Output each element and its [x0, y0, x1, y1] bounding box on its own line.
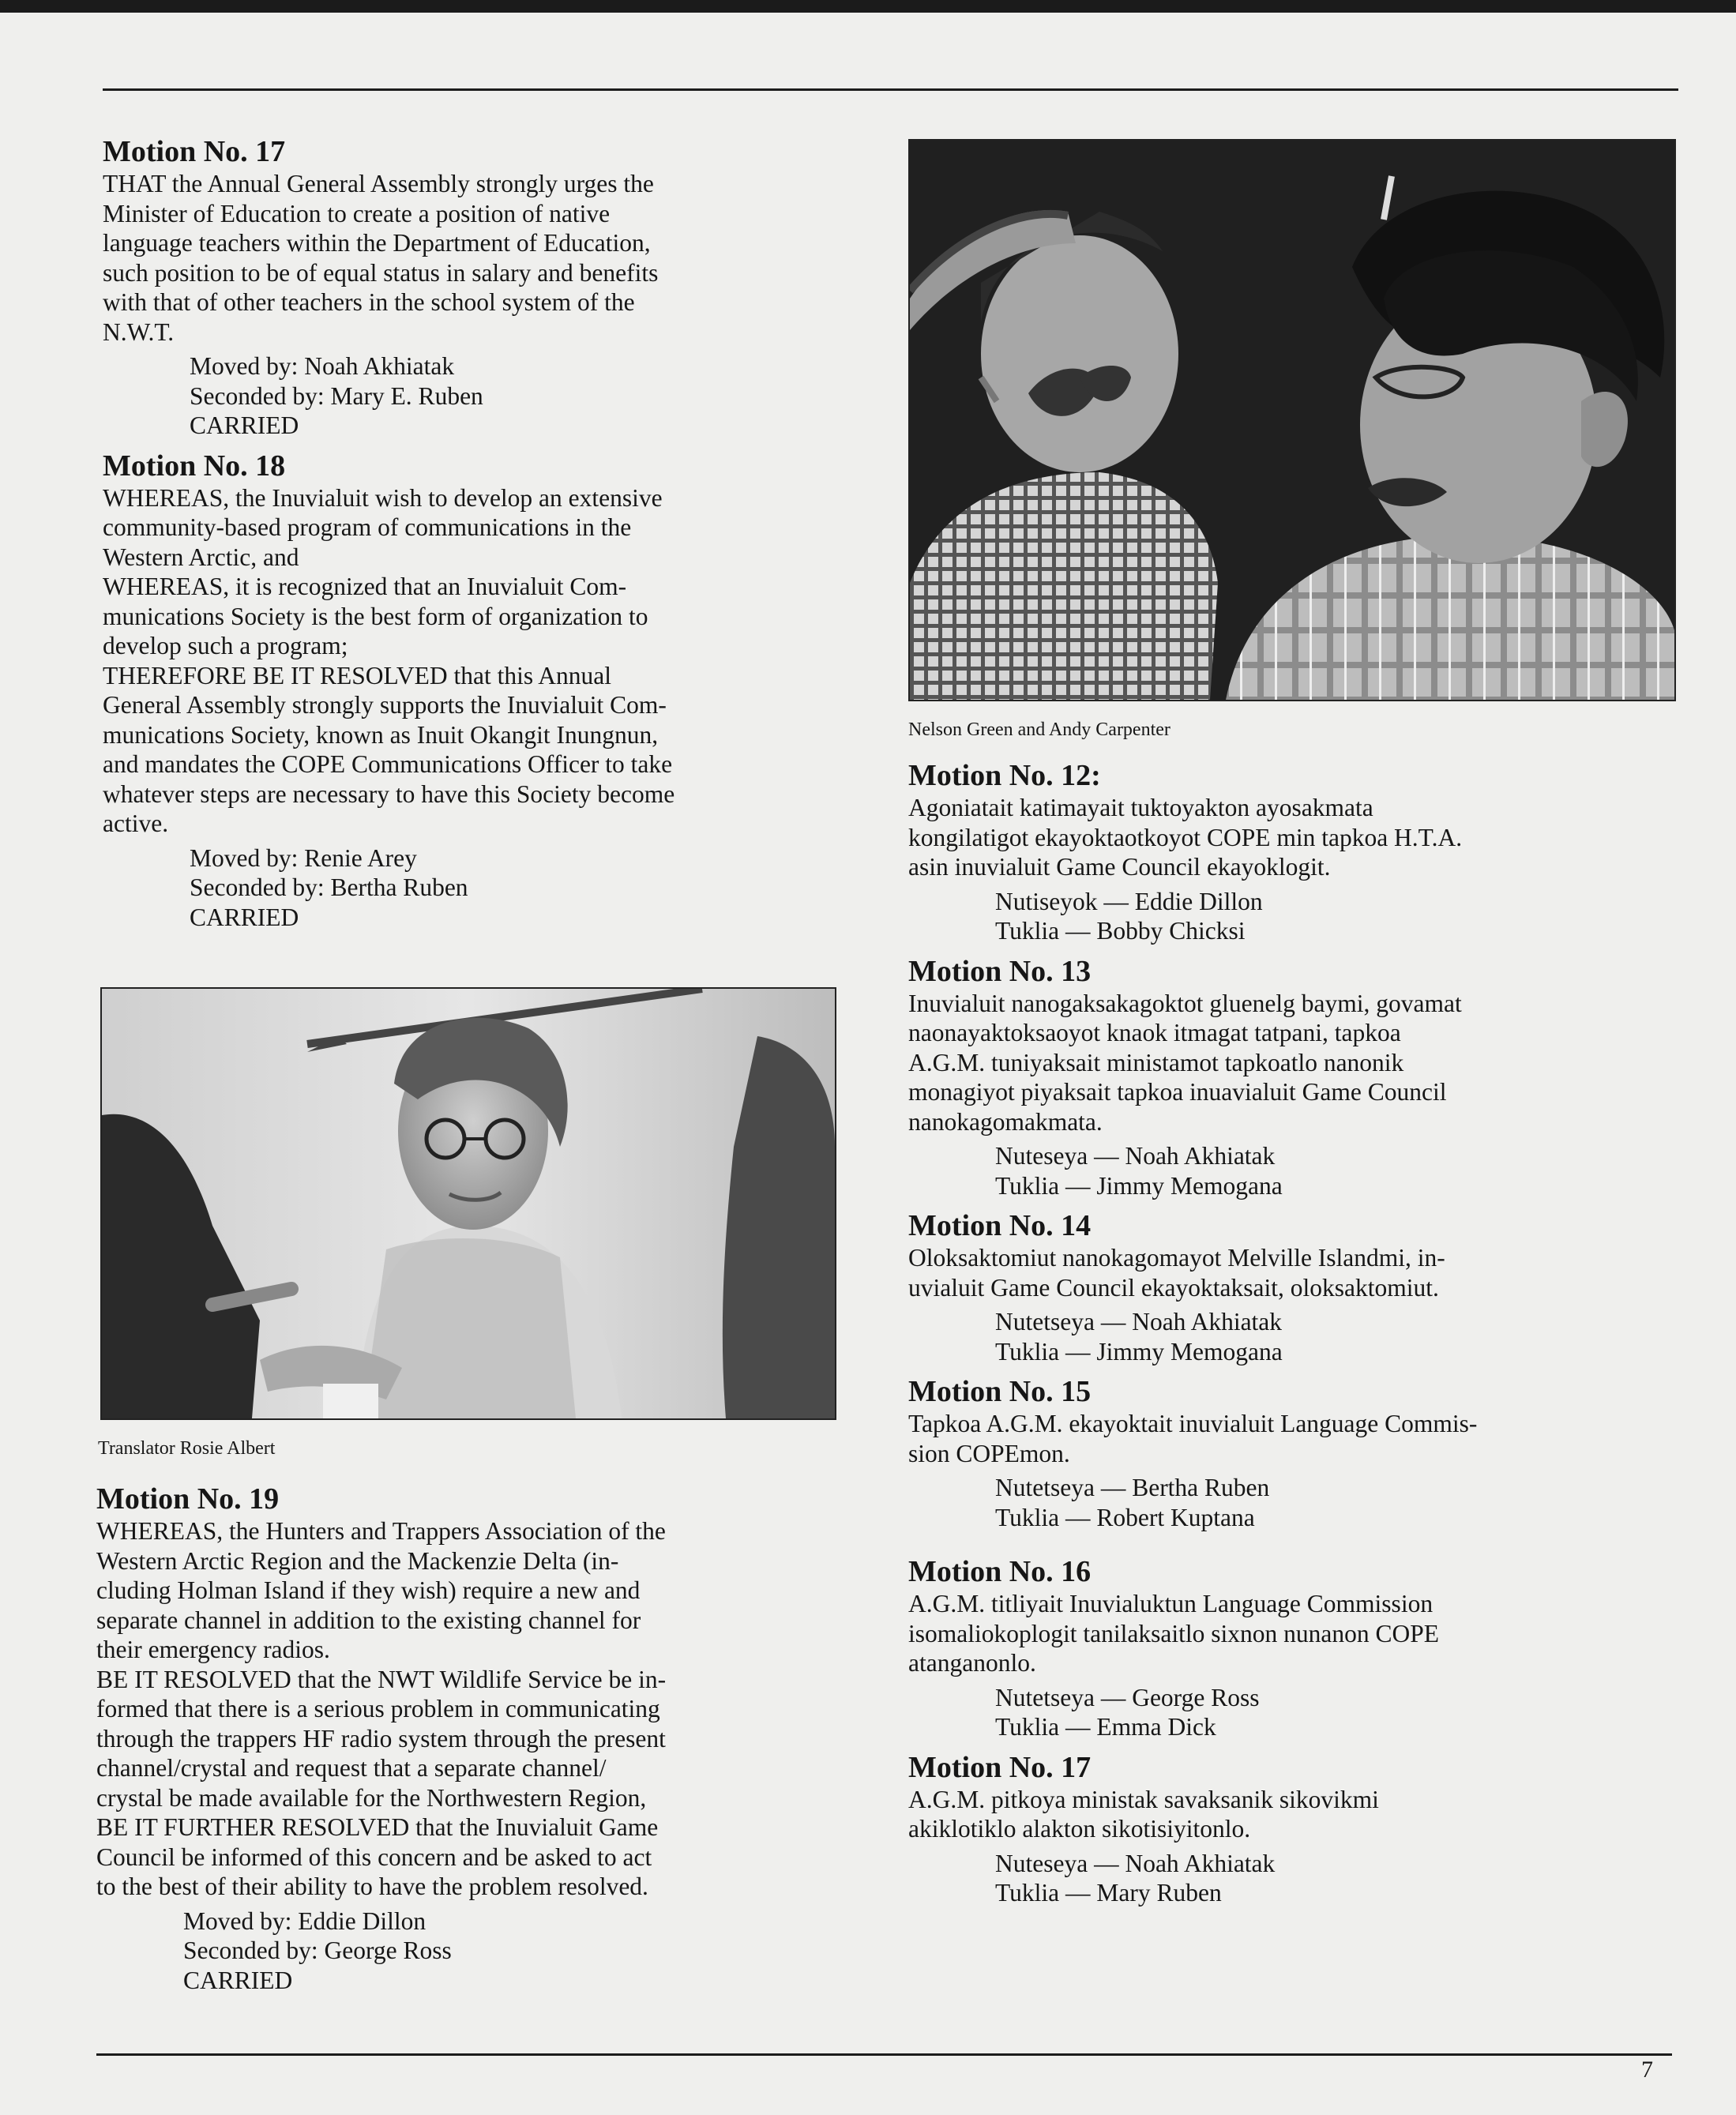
motion-title: Motion No. 17 [103, 135, 286, 168]
motion-text: Oloksaktomiut nanokagomayot Melville Islandmi, in- uvialuit Game Council ekayoktaksait, oloksaktomiut. [908, 1244, 1445, 1302]
seconded-by: Seconded by: George Ross [183, 1937, 452, 1964]
seconded-by: Seconded by: Mary E. Ruben [190, 381, 483, 410]
motion-signatures [995, 1849, 1655, 1908]
motion-17-english [103, 134, 845, 441]
motion-signatures [995, 1473, 1655, 1532]
motion-text: WHEREAS, the Inuvialuit wish to develop an extensive community-based program of communications in the Western Arctic, and WHEREAS, it is recognized that an Inuvialuit Com- munications Society is the best form of organization to develop such a program; THEREFORE BE IT RESOLVED that this Annual General Assembly strongly supports the Inuvialuit Com- munications Society, known as Inuit Okangit Inungnun, and mandates the COPE Communications Officer to take whatever steps are necessary to have this Society become active. [103, 483, 675, 837]
mover: Nutetseya — Noah Akhiatak [995, 1308, 1283, 1335]
translator-photo-image [102, 989, 835, 1418]
motion-16-inuvialuktun [908, 1554, 1655, 1742]
motion-title: Motion No. 14 [908, 1209, 1092, 1242]
motion-18 [103, 449, 845, 933]
motion-text: Inuvialuit nanogaksakagoktot gluenelg baymi, govamat naonayaktoksaoyot knaok itmagat tatpani, tapkoa A.G.M. tuniyaksait ministamot tapkoatlo nanonik monagiyot piyaksait tapkoa inuavialuit Game Council nanokagomakmata. [908, 989, 1462, 1136]
translator-photo [100, 987, 836, 1420]
motion-title: Motion No. 12: [908, 759, 1101, 792]
motion-signatures [995, 1683, 1655, 1742]
motion-text: Agoniatait katimayait tuktoyakton ayosakmata kongilatigot ekayoktaotkoyot COPE min tapkoa H.T.A. asin inuvialuit Game Council ekayoklogit. [908, 794, 1463, 881]
seconder: Tuklia — Mary Ruben [995, 1879, 1222, 1907]
seconder: Tuklia — Robert Kuptana [995, 1503, 1255, 1531]
motion-result: CARRIED [183, 1966, 293, 1994]
page-number: 7 [1641, 2057, 1653, 2083]
motion-13-inuvialuktun [908, 954, 1655, 1201]
moved-by: Moved by: Renie Arey [190, 843, 417, 872]
motion-12-inuvialuktun [908, 758, 1655, 946]
motion-signatures [995, 887, 1655, 946]
motion-signatures [183, 1907, 847, 1996]
seconder: Tuklia — Jimmy Memogana [995, 1171, 1283, 1200]
motion-text: Tapkoa A.G.M. ekayoktait inuvialuit Language Commis- sion COPEmon. [908, 1410, 1478, 1467]
motion-title: Motion No. 18 [103, 449, 286, 483]
moved-by: Moved by: Eddie Dillon [183, 1907, 426, 1935]
left-column [103, 134, 845, 932]
translator-photo-caption: Translator Rosie Albert [98, 1438, 276, 1459]
seconder: Tuklia — Bobby Chicksi [995, 917, 1246, 945]
motion-text: A.G.M. titliyait Inuvialuktun Language Commission isomaliokoplogit tanilaksaitlo sixnon nunanon COPE atanganonlo. [908, 1590, 1439, 1677]
seconded-by: Seconded by: Bertha Ruben [190, 873, 468, 901]
motion-title: Motion No. 17 [908, 1750, 1092, 1784]
motion-result: CARRIED [190, 411, 299, 439]
motion-signatures [995, 1141, 1655, 1200]
top-rule [103, 88, 1678, 91]
mover: Nuteseya — Noah Akhiatak [995, 1142, 1276, 1170]
motion-title: Motion No. 13 [908, 954, 1092, 988]
mover: Nuteseya — Noah Akhiatak [995, 1849, 1276, 1877]
two-men-photo [908, 139, 1676, 701]
motion-text: A.G.M. pitkoya ministak savaksanik sikovikmi akiklotiklo alakton sikotisiyitonlo. [908, 1785, 1379, 1843]
motion-text: WHEREAS, the Hunters and Trappers Association of the Western Arctic Region and the Mackenzie Delta (in- cluding Holman Island if they wish) require a new and separate channel in addition to the existing channel for their emergency radios. BE IT RESOLVED that the NWT Wildlife Service be in- formed that there is a serious problem in communicating through the trappers HF radio system through the present channel/crystal and request that a separate channel/ crystal be made available for the Northwestern Region, BE IT FURTHER RESOLVED that the Inuvialuit Game Council be informed of this concern and be asked to act to the best of their ability to have the problem resolved. [96, 1517, 667, 1900]
bottom-rule [96, 2053, 1672, 2056]
motion-result: CARRIED [190, 903, 299, 931]
mover: Nutetseya — George Ross [995, 1683, 1260, 1711]
two-men-photo-image [910, 141, 1674, 700]
motion-15-inuvialuktun [908, 1374, 1655, 1532]
motion-17-inuvialuktun [908, 1750, 1655, 1908]
moved-by: Moved by: Noah Akhiatak [190, 352, 455, 380]
mover: Nutetseya — Bertha Ruben [995, 1474, 1270, 1501]
motion-signatures [190, 843, 845, 933]
motion-19 [96, 1482, 847, 1995]
mover: Nutiseyok — Eddie Dillon [995, 887, 1263, 915]
seconder: Tuklia — Emma Dick [995, 1713, 1216, 1741]
motion-title: Motion No. 15 [908, 1375, 1092, 1408]
motion-14-inuvialuktun [908, 1208, 1655, 1366]
motion-signatures [190, 351, 845, 441]
motion-title: Motion No. 16 [908, 1555, 1092, 1588]
left-column-lower [96, 1482, 847, 1995]
motion-text: THAT the Annual General Assembly strongly urges the Minister of Education to create a position of native language teachers within the Department of Education, such position to be of equal status in salary and benefits with that of other teachers in the school system of the N.W.T. [103, 170, 659, 346]
two-men-photo-caption: Nelson Green and Andy Carpenter [908, 719, 1170, 740]
right-column [908, 758, 1655, 1908]
seconder: Tuklia — Jimmy Memogana [995, 1337, 1283, 1366]
motion-title: Motion No. 19 [96, 1482, 280, 1516]
scan-top-edge [0, 0, 1736, 13]
motion-signatures [995, 1307, 1655, 1366]
